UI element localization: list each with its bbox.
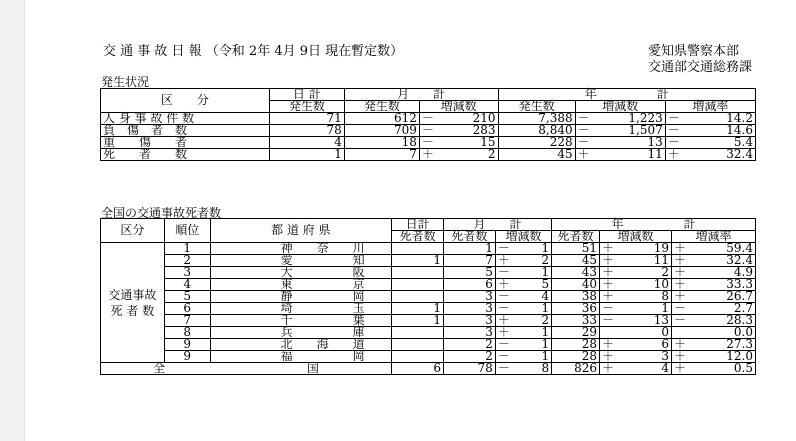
cell-rate: 14.6 — [680, 125, 755, 137]
cell-year-diff: 13 — [590, 137, 665, 149]
dept-name: 交通部交通総務課 — [648, 60, 753, 75]
header-day: 日 計 — [269, 89, 344, 101]
org-name: 愛知県警察本部 — [648, 44, 740, 59]
cell-sign: － — [665, 125, 680, 137]
cell-sign: － — [495, 363, 510, 375]
cell-month: 1 — [444, 243, 496, 255]
cell-year-diff: 11 — [614, 255, 672, 267]
cell-sign: ＋ — [672, 255, 687, 267]
cell-day: 6 — [392, 363, 444, 375]
cell-month-diff: 283 — [434, 125, 498, 137]
cell-sign: － — [495, 291, 510, 303]
cell-rate: 0.0 — [686, 327, 755, 339]
cell-sign: ＋ — [495, 315, 510, 327]
cell-rank: 8 — [164, 327, 210, 339]
cell-year-diff: 4 — [614, 363, 672, 375]
cell-rate: 33.3 — [686, 279, 755, 291]
cell-month-diff: 1 — [510, 267, 552, 279]
cell-year-diff: 8 — [614, 291, 672, 303]
cell-sign: － — [665, 137, 680, 149]
cell-year: 38 — [552, 291, 600, 303]
cell-year-diff: 6 — [614, 339, 672, 351]
row-label: 死 者 数 — [101, 149, 270, 161]
table-row — [101, 351, 756, 363]
cell-year-diff: 1 — [614, 303, 672, 315]
table-row — [101, 339, 756, 351]
header-month-diff: 増減数 — [419, 101, 498, 113]
report-title: 交 通 事 故 日 報 （令和 2年 4月 9日 現在暫定数） — [103, 44, 404, 59]
cell-month: 6 — [444, 279, 496, 291]
cell-month-diff: 2 — [510, 255, 552, 267]
cell-sign: ＋ — [599, 267, 614, 279]
header-day-deaths: 死者数 — [392, 231, 444, 243]
header-year-count: 発生数 — [498, 101, 575, 113]
cell-month-diff: 8 — [510, 363, 552, 375]
cell-year-diff: 19 — [614, 243, 672, 255]
cell-year: 8,840 — [498, 125, 575, 137]
cell-rate: 4.9 — [686, 267, 755, 279]
cell-year-diff: 1,507 — [590, 125, 665, 137]
cell-month: 3 — [444, 291, 496, 303]
cell-sign: － — [672, 315, 687, 327]
cell-sign: － — [495, 243, 510, 255]
cell-month: 2 — [444, 351, 496, 363]
cell-day — [392, 267, 444, 279]
cell-prefecture: 大 阪 — [210, 267, 392, 279]
cell-sign: ＋ — [599, 291, 614, 303]
cell-sign: ＋ — [599, 243, 614, 255]
cell-month-diff: 1 — [510, 327, 552, 339]
cell-month: 709 — [344, 125, 419, 137]
cell-year: 228 — [498, 137, 575, 149]
cell-sign: － — [495, 339, 510, 351]
cell-rate: 2.7 — [686, 303, 755, 315]
cell-sign: ＋ — [672, 363, 687, 375]
header-month: 月 計 — [444, 219, 552, 231]
cell-month: 7 — [444, 255, 496, 267]
header-prefecture: 都 道 府 県 — [210, 219, 392, 243]
header-kubun: 区分 — [101, 219, 165, 243]
cell-month-diff: 1 — [510, 243, 552, 255]
header-year-deaths: 死者数 — [552, 231, 600, 243]
cell-sign: ＋ — [599, 351, 614, 363]
table-header-row — [101, 89, 756, 101]
cell-sign: － — [665, 113, 680, 125]
row-label: 重 傷 者 — [101, 137, 270, 149]
cell-rate: 5.4 — [680, 137, 755, 149]
cell-rank: 4 — [164, 279, 210, 291]
total-label-b: 国 — [306, 361, 319, 375]
cell-rate: 26.7 — [686, 291, 755, 303]
cell-year: 45 — [552, 255, 600, 267]
table-row — [101, 149, 756, 161]
total-row — [101, 363, 756, 375]
cell-sign: ＋ — [495, 255, 510, 267]
header-year-rate: 増減率 — [665, 101, 755, 113]
cell-sign: － — [599, 303, 614, 315]
header-kubun: 区 分 — [101, 89, 270, 113]
group-label-line2: 死 者 数 — [110, 303, 155, 318]
cell-month-diff: 2 — [434, 149, 498, 161]
cell-sign: ＋ — [495, 279, 510, 291]
cell-prefecture: 神 奈 川 — [210, 243, 392, 255]
total-label-a: 全 — [153, 361, 166, 375]
cell-month: 2 — [444, 339, 496, 351]
cell-rate: 14.2 — [680, 113, 755, 125]
cell-sign: － — [495, 351, 510, 363]
header-month-count: 発生数 — [344, 101, 419, 113]
cell-sign: ＋ — [672, 267, 687, 279]
cell-year: 28 — [552, 339, 600, 351]
cell-rank: 1 — [164, 243, 210, 255]
cell-prefecture: 千 葉 — [210, 315, 392, 327]
cell-sign: ＋ — [495, 327, 510, 339]
cell-year: 7,388 — [498, 113, 575, 125]
cell-rank: 3 — [164, 267, 210, 279]
section-title-occurrence: 発生状況 — [101, 75, 150, 89]
cell-prefecture: 福 岡 — [210, 351, 392, 363]
cell-prefecture: 愛 知 — [210, 255, 392, 267]
cell-sign: － — [575, 125, 590, 137]
cell-year: 36 — [552, 303, 600, 315]
cell-year: 51 — [552, 243, 600, 255]
cell-rate: 59.4 — [686, 243, 755, 255]
cell-sign: － — [575, 113, 590, 125]
cell-month: 3 — [444, 327, 496, 339]
cell-sign: － — [419, 113, 434, 125]
cell-sign: ＋ — [672, 291, 687, 303]
header-year-diff: 増減数 — [599, 231, 671, 243]
cell-rank: 9 — [164, 339, 210, 351]
cell-day — [392, 279, 444, 291]
cell-rank: 5 — [164, 291, 210, 303]
header-year: 年 計 — [552, 219, 756, 231]
total-label-cell — [101, 363, 392, 375]
cell-rate: 32.4 — [680, 149, 755, 161]
cell-year: 28 — [552, 351, 600, 363]
cell-day: 1 — [392, 303, 444, 315]
cell-month-diff: 5 — [510, 279, 552, 291]
group-label-line1: 交通事故 — [108, 287, 157, 302]
cell-sign: － — [495, 303, 510, 315]
table-row — [101, 255, 756, 267]
cell-prefecture: 埼 玉 — [210, 303, 392, 315]
cell-sign: ＋ — [419, 149, 434, 161]
cell-rate: 0.5 — [686, 363, 755, 375]
cell-sign: ＋ — [672, 339, 687, 351]
cell-year-diff: 10 — [614, 279, 672, 291]
occurrence-table — [100, 88, 756, 161]
cell-sign: － — [599, 315, 614, 327]
cell-sign: － — [672, 303, 687, 315]
table-row — [101, 279, 756, 291]
cell-sign: － — [419, 137, 434, 149]
cell-month-diff: 1 — [510, 339, 552, 351]
cell-year-diff: 13 — [614, 315, 672, 327]
cell-day: 78 — [269, 125, 344, 137]
cell-month: 5 — [444, 267, 496, 279]
cell-rate: 27.3 — [686, 339, 755, 351]
cell-month: 3 — [444, 315, 496, 327]
header-year-diff: 増減数 — [575, 101, 665, 113]
table-row — [101, 327, 756, 339]
cell-prefecture: 東 京 — [210, 279, 392, 291]
header-year: 年 計 — [498, 89, 755, 101]
cell-month: 3 — [444, 303, 496, 315]
cell-day: 4 — [269, 137, 344, 149]
header-month-diff: 増減数 — [495, 231, 551, 243]
cell-day: 1 — [269, 149, 344, 161]
cell-sign: ＋ — [599, 279, 614, 291]
cell-rank: 2 — [164, 255, 210, 267]
cell-month-diff: 210 — [434, 113, 498, 125]
cell-month-diff: 4 — [510, 291, 552, 303]
cell-day — [392, 327, 444, 339]
cell-prefecture: 静 岡 — [210, 291, 392, 303]
header-rank: 順位 — [164, 219, 210, 243]
cell-year: 45 — [498, 149, 575, 161]
cell-year: 826 — [552, 363, 600, 375]
cell-sign: ＋ — [599, 363, 614, 375]
cell-month-diff: 1 — [510, 351, 552, 363]
cell-month-diff: 1 — [510, 303, 552, 315]
cell-day: 1 — [392, 255, 444, 267]
header-month: 月 計 — [344, 89, 498, 101]
cell-sign: － — [575, 137, 590, 149]
cell-sign: ＋ — [665, 149, 680, 161]
cell-month-diff: 15 — [434, 137, 498, 149]
cell-month: 612 — [344, 113, 419, 125]
cell-year: 33 — [552, 315, 600, 327]
group-label-cell — [101, 243, 165, 363]
row-label: 負 傷 者 数 — [101, 125, 270, 137]
cell-sign: ＋ — [599, 339, 614, 351]
cell-sign: ＋ — [672, 279, 687, 291]
table-row — [101, 315, 756, 327]
cell-prefecture: 北 海 道 — [210, 339, 392, 351]
cell-rate: 12.0 — [686, 351, 755, 363]
cell-year: 29 — [552, 327, 600, 339]
cell-month: 78 — [444, 363, 496, 375]
cell-month: 7 — [344, 149, 419, 161]
header-day: 日計 — [392, 219, 444, 231]
cell-month: 18 — [344, 137, 419, 149]
cell-rate: 32.4 — [686, 255, 755, 267]
header-year-rate: 増減率 — [672, 231, 756, 243]
cell-sign: ＋ — [599, 255, 614, 267]
cell-year: 40 — [552, 279, 600, 291]
header-day-count: 発生数 — [269, 101, 344, 113]
section-title-national: 全国の交通事故死者数 — [101, 206, 222, 220]
cell-month-diff: 2 — [510, 315, 552, 327]
table-row — [101, 291, 756, 303]
cell-year-diff: 0 — [614, 327, 672, 339]
cell-prefecture: 兵 庫 — [210, 327, 392, 339]
cell-rate: 28.3 — [686, 315, 755, 327]
cell-year-diff: 3 — [614, 351, 672, 363]
cell-day — [392, 339, 444, 351]
cell-sign: ＋ — [672, 243, 687, 255]
national-deaths-table — [100, 218, 756, 375]
cell-rank: 6 — [164, 303, 210, 315]
cell-rank: 9 — [164, 351, 210, 363]
cell-sign: － — [495, 267, 510, 279]
cell-year-diff: 11 — [590, 149, 665, 161]
cell-year-diff: 2 — [614, 267, 672, 279]
cell-year: 43 — [552, 267, 600, 279]
row-label: 人 身 事 故 件 数 — [101, 113, 270, 125]
cell-sign: － — [419, 125, 434, 137]
cell-sign: ＋ — [672, 351, 687, 363]
cell-sign: ＋ — [575, 149, 590, 161]
cell-day: 71 — [269, 113, 344, 125]
cell-year-diff: 1,223 — [590, 113, 665, 125]
cell-day: 1 — [392, 315, 444, 327]
cell-rank: 7 — [164, 315, 210, 327]
header-month-deaths: 死者数 — [444, 231, 496, 243]
